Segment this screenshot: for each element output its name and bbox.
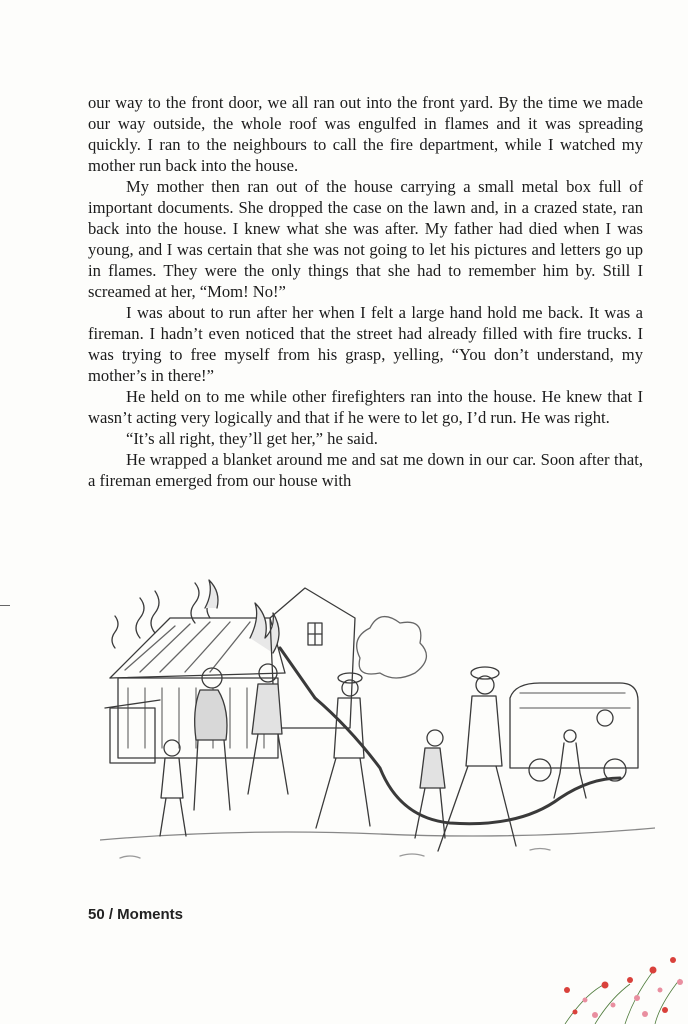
paragraph: He wrapped a blanket around me and sat me down in our car. Soon after that, a fireman emerged from our house with — [88, 450, 643, 490]
margin-tick — [0, 605, 10, 606]
paragraph: our way to the front door, we all ran out into the front yard. By the time we made our way outside, the whole roof was engulfed in flames and it was spreading quickly. I ran to the neighbours to call the fire department, while I watched my mother run back into the house. — [88, 93, 643, 175]
paragraph: “It’s all right, they’ll get her,” he said. — [126, 429, 378, 448]
story-text — [88, 92, 643, 491]
paragraph: I was about to run after her when I felt a large hand hold me back. It was a fireman. I hadn’t even noticed that the street had already filled with fire trucks. I was trying to free myself from his grasp, yelling, “You don’t understand, my mother’s in there!” — [88, 303, 643, 385]
paragraph: My mother then ran out of the house carrying a small metal box full of important documents. She dropped the case on the lawn and, in a crazed state, ran back into the house. I knew what she was after. My father had died when I was young, and I was certain that she was not going to let his pictures and letters go up in flames. They were the only things that she had to remember him by. Still I screamed at her, “Mom! No!” — [88, 177, 643, 301]
flower-decoration — [555, 940, 688, 1024]
paragraph: He held on to me while other firefighters ran into the house. He knew that I wasn’t acting very logically and that if he were to let go, I’d run. He was right. — [88, 387, 643, 427]
page-number: 50 / Moments — [88, 906, 184, 923]
house-fire-illustration — [100, 578, 655, 878]
